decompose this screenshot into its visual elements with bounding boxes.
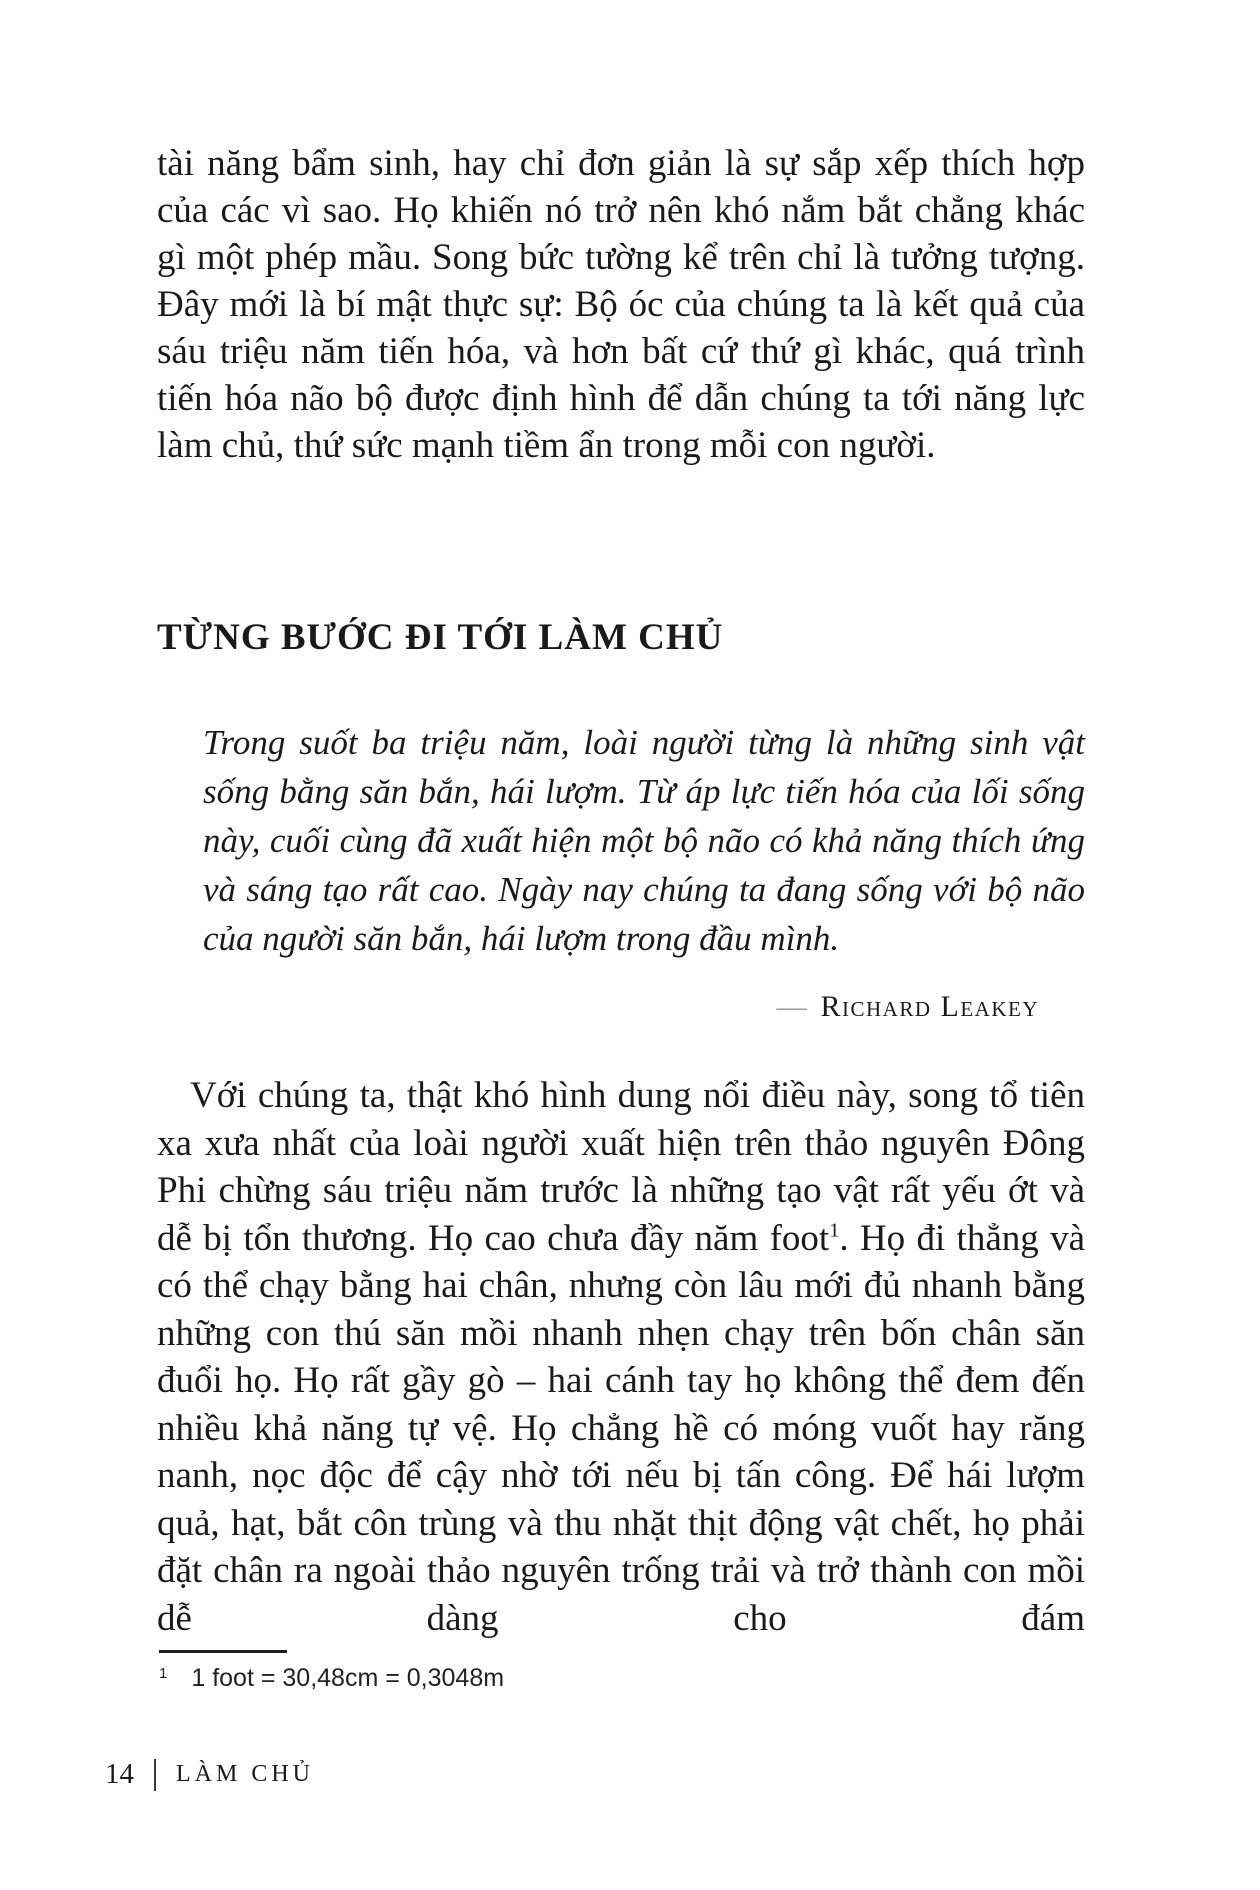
page-number: 14: [105, 1758, 134, 1790]
footnote: [159, 1664, 504, 1693]
attribution-dash: —: [776, 990, 807, 1023]
intro-paragraph: tài năng bẩm sinh, hay chỉ đơn giản là sự sắp xếp thích hợp của các vì sao. Họ khiến nó trở nên khó nắm bắt chẳng khác gì một phép mầu. Song bức tường kể trên chỉ là tưởng tượng. Đây mới là bí mật thực sự: Bộ óc của chúng ta là kết quả của sáu triệu năm tiến hóa, và hơn bất cứ thứ gì khác, quá trình tiến hóa não bộ được định hình để dẫn chúng ta tới năng lực làm chủ, thứ sức mạnh tiềm ẩn trong mỗi con người.: [157, 143, 1085, 466]
attribution-name: Richard Leakey: [820, 990, 1039, 1023]
page-footer: [105, 1758, 314, 1791]
footnote-divider: [159, 1650, 287, 1653]
book-title: LÀM CHỦ: [176, 1761, 315, 1787]
body-paragraph: [157, 1072, 1085, 1642]
quote-attribution: [157, 990, 1085, 1024]
footer-divider: [154, 1759, 156, 1791]
footnote-marker: 1: [159, 1665, 168, 1682]
footnote-reference: 1: [829, 1219, 840, 1242]
footnote-text: 1 foot = 30,48cm = 0,3048m: [191, 1664, 505, 1692]
section-heading: TỪNG BƯỚC ĐI TỚI LÀM CHỦ: [157, 617, 724, 658]
body-text-part1: Với chúng ta, thật khó hình dung nổi điều này, song tổ tiên xa xưa nhất của loài người xuất hiện trên thảo nguyên Đông Phi chừng sáu triệu năm trước là những tạo vật rất yếu ớt và dễ bị tổn thương. Họ cao chưa đầy năm foot: [157, 1075, 1085, 1259]
body-text-part2: . Họ đi thẳng và có thể chạy bằng hai chân, nhưng còn lâu mới đủ nhanh bằng những con thú săn mồi nhanh nhẹn chạy trên bốn chân săn đuổi họ. Họ rất gầy gò – hai cánh tay họ không thể đem đến nhiều khả năng tự vệ. Họ chẳng hề có móng vuốt hay răng nanh, nọc độc để cậy nhờ tới nếu bị tấn công. Để hái lượm quả, hạt, bắt côn trùng và thu nhặt thịt động vật chết, họ phải đặt chân ra ngoài thảo nguyên trống trải và trở thành con mồi dễ dàng cho đám: [157, 1217, 1086, 1639]
quote-block: Trong suốt ba triệu năm, loài người từng là những sinh vật sống bằng săn bắn, hái lượm. Từ áp lực tiến hóa của lối sống này, cuối cùng đã xuất hiện một bộ não có khả năng thích ứng và sáng tạo rất cao. Ngày nay chúng ta đang sống với bộ não của người săn bắn, hái lượm trong đầu mình.: [203, 723, 1085, 958]
